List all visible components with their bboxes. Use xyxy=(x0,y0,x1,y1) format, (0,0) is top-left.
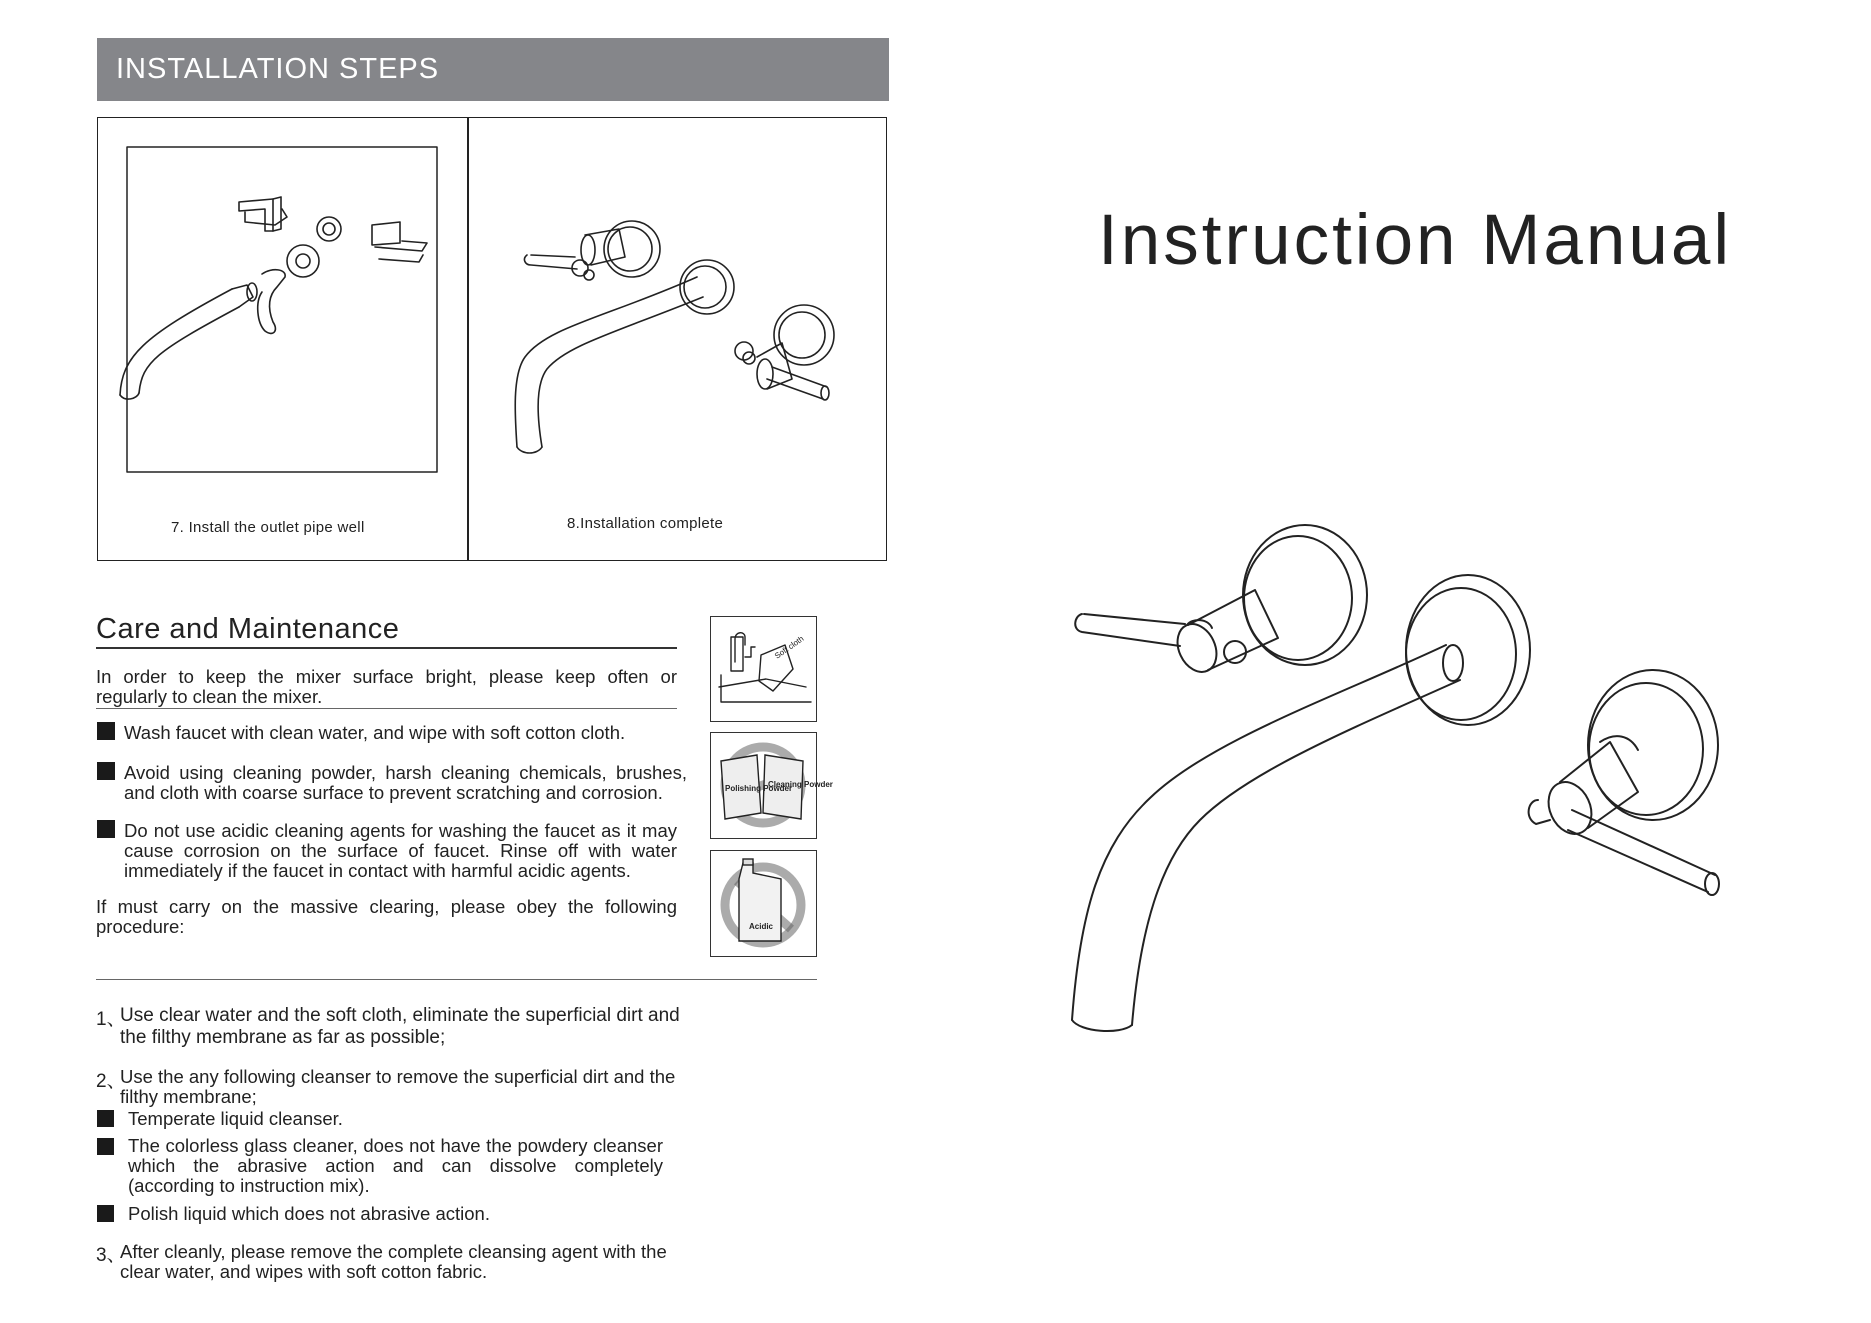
care-bullet-2: Avoid using cleaning powder, harsh cleaning chemicals, brushes, and cloth with coarse surface to prevent scratching and corrosion. xyxy=(124,762,687,803)
procedure-step-2-item-3: Polish liquid which does not abrasive action. xyxy=(128,1203,490,1224)
procedure-step-1: Use clear water and the soft cloth, eliminate the superficial dirt and the filthy membrane as far as possible; xyxy=(120,1005,680,1048)
step-8-caption: 8.Installation complete xyxy=(567,515,724,532)
procedure-step-3-number: 3、 xyxy=(96,1245,126,1266)
installation-steps-title: INSTALLATION STEPS xyxy=(116,53,440,85)
care-maintenance-title: Care and Maintenance xyxy=(96,613,400,645)
powder-label-2: Cleaning Powder xyxy=(768,780,833,789)
procedure-step-2: Use the any following cleanser to remove the superficial dirt and the filthy membrane; xyxy=(120,1066,676,1107)
powder-label-1: Polishing Powder xyxy=(725,784,793,793)
procedure-step-1-number: 1、 xyxy=(96,1009,126,1030)
bullet-square xyxy=(97,1205,114,1222)
no-powder-icon xyxy=(710,732,833,839)
bullet-square xyxy=(97,820,115,838)
procedure-divider xyxy=(96,979,817,980)
care-intro: In order to keep the mixer surface bright, please keep often or regularly to clean the mixer. xyxy=(96,666,677,707)
bullet-square xyxy=(97,1138,114,1155)
procedure-intro: If must carry on the massive clearing, please obey the following procedure: xyxy=(96,896,677,937)
care-bullet-3: Do not use acidic cleaning agents for washing the faucet as it may cause corrosion on the surface of faucet. Rinse off with water immediately if the faucet in contact with harmful acidic agents. xyxy=(124,820,677,881)
soft-cloth-icon xyxy=(710,616,817,722)
procedure-step-3: After cleanly, please remove the complete cleansing agent with the clear water, and wipes with soft cotton fabric. xyxy=(120,1241,667,1282)
installation-steps-header xyxy=(97,38,889,101)
faucet-illustration xyxy=(1040,520,1740,1040)
no-acid-icon xyxy=(710,850,817,957)
care-title-underline xyxy=(96,647,677,649)
procedure-step-2-number: 2、 xyxy=(96,1071,126,1092)
step-7-caption: 7. Install the outlet pipe well xyxy=(171,519,365,536)
acid-label: Acidic xyxy=(749,922,774,931)
step-7-illustration xyxy=(97,117,467,561)
intro-divider xyxy=(96,708,677,709)
step-8-illustration xyxy=(467,117,887,561)
bullet-square xyxy=(97,1110,114,1127)
procedure-step-2-item-2: The colorless glass cleaner, does not have the powdery cleanser which the abrasive action and can dissolve completely (according to instruction mix). xyxy=(128,1135,663,1196)
procedure-step-2-item-1: Temperate liquid cleanser. xyxy=(128,1108,343,1129)
bullet-square xyxy=(97,722,115,740)
bullet-square xyxy=(97,762,115,780)
cloth-label: Soft cloth xyxy=(772,634,806,661)
care-bullet-1: Wash faucet with clean water, and wipe with soft cotton cloth. xyxy=(124,722,626,743)
manual-title: Instruction Manual xyxy=(1098,201,1733,280)
